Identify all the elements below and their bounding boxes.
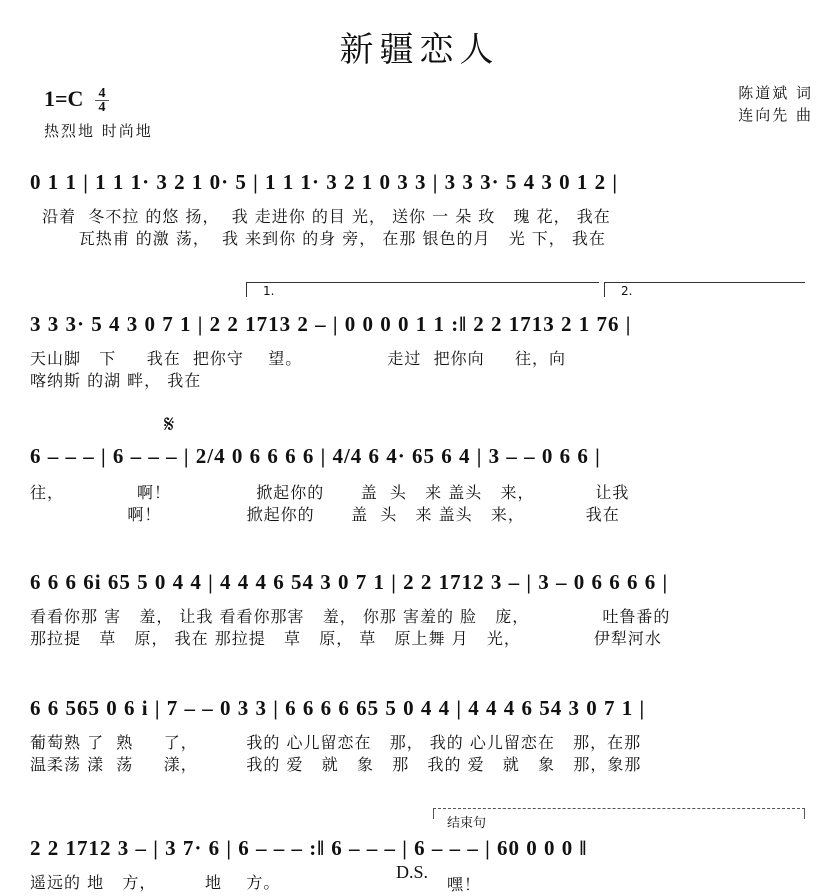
notation-line-6: 2 2 1712 3 – | 3 7· 6 | 6 – – – :‖ 6 – – – | 6 – – – | 60 0 0 0 ‖ — [30, 836, 588, 860]
volta-bracket-1: 1. — [246, 282, 599, 297]
ending-bracket — [433, 808, 805, 819]
lyrics-line-5-verse-1: 葡萄熟 了 熟 了， 我的 心儿留恋在 那， 我的 心儿留恋在 那，在那 — [30, 733, 642, 752]
segno-sign: 𝄋 — [164, 410, 175, 438]
lyrics-line-3-verse-1: 往， 啊！ 掀起你的 盖 头 来 盖头 来， 让我 — [30, 483, 630, 502]
notation-line-1: 0 1 1 | 1 1 1· 3 2 1 0· 5 | 1 1 1· 3 2 1 0 3 3 | 3 3 3· 5 4 3 0 1 2 | — [30, 170, 619, 194]
key-label: 1=C — [44, 86, 84, 111]
time-sig-top: 4 — [98, 86, 106, 102]
key-signature — [44, 86, 109, 114]
lyricist-credit: 陈道斌 词 — [738, 84, 813, 102]
notation-line-5: 6 6 565 0 6 i | 7 – – 0 3 3 | 6 6 6 6 65 5 0 4 4 | 4 4 4 6 54 3 0 7 1 | — [30, 696, 646, 720]
notation-line-2: 3 3 3· 5 4 3 0 7 1 | 2 2 1713 2 – | 0 0 0 0 1 1 :‖ 2 2 1713 2 1 76 | — [30, 312, 632, 336]
lyrics-line-6-verse-1: 遥远的 地 方， 地 方。 — [30, 873, 281, 892]
volta-bracket-2: 2. — [604, 282, 805, 297]
lyrics-line-2-verse-2: 喀纳斯 的湖 畔， 我在 — [30, 371, 202, 390]
time-signature — [95, 87, 109, 114]
song-title: 新疆恋人 — [339, 30, 500, 70]
composer-credit: 连向先 曲 — [738, 106, 813, 124]
notation-line-4: 6 6 6 6i 65 5 0 4 4 | 4 4 4 6 54 3 0 7 1 | 2 2 1712 3 – | 3 – 0 6 6 6 6 | — [30, 570, 669, 594]
lyrics-line-1-verse-2: 瓦热甫 的激 荡， 我 来到你 的身 旁， 在那 银色的月 光 下， 我在 — [30, 229, 606, 248]
coda-lyric: 嘿！ — [447, 875, 482, 894]
lyrics-line-4-verse-2: 那拉提 草 原， 我在 那拉提 草 原， 草 原上舞 月 光， 伊犁河水 — [30, 629, 662, 648]
lyrics-line-3-verse-2: 啊！ 掀起你的 盖 头 来 盖头 来， 我在 — [30, 505, 620, 524]
lyrics-line-2-verse-1: 天山脚 下 我在 把你守 望。 走过 把你向 往，向 — [30, 349, 567, 368]
lyrics-line-1-verse-1: 沿着 冬不拉 的悠 扬， 我 走进你 的目 光， 送你 一 朵 玫 瑰 花， 我在 — [30, 207, 611, 226]
tempo-marking: 热烈地 时尚地 — [44, 122, 153, 140]
dal-segno-mark: D.S. — [396, 862, 429, 882]
lyrics-line-5-verse-2: 温柔荡 漾 荡 漾， 我的 爱 就 象 那 我的 爱 就 象 那，象那 — [30, 755, 642, 774]
ending-label: 结束句 — [447, 816, 487, 831]
notation-line-3: 6 – – – | 6 – – – | 2/4 0 6 6 6 6 | 4/4 6 4· 65 6 4 | 3 – – 0 6 6 | — [30, 444, 601, 468]
time-sig-bottom: 4 — [98, 100, 106, 116]
lyrics-line-4-verse-1: 看看你那 害 羞， 让我 看看你那害 羞， 你那 害羞的 脸 庞， 吐鲁番的 — [30, 607, 671, 626]
